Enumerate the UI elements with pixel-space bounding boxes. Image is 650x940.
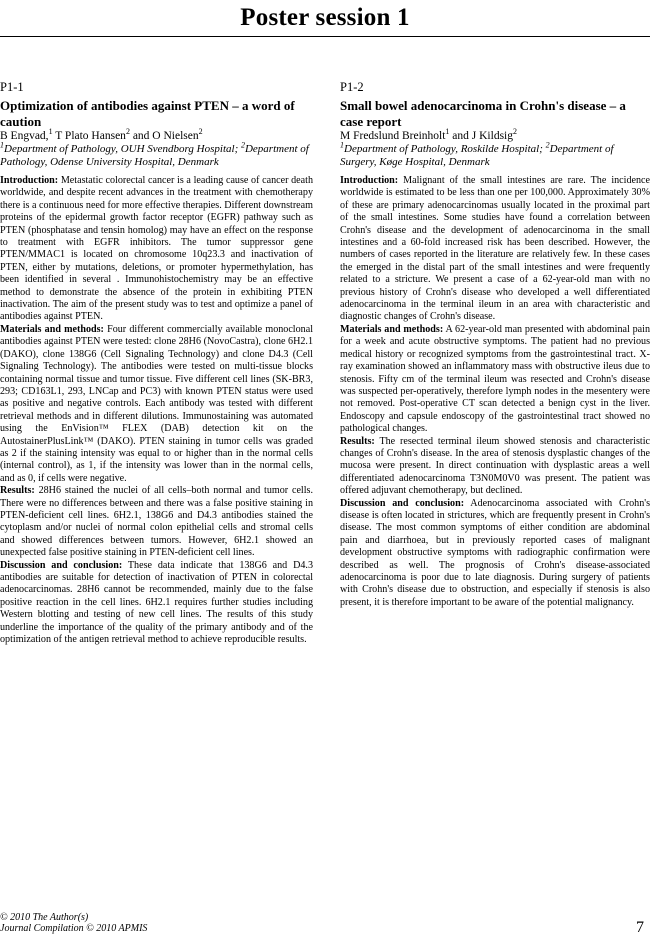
abstract-id: P1-2 bbox=[340, 80, 364, 94]
affiliation-mark: 2 bbox=[545, 140, 550, 150]
author-list bbox=[340, 127, 650, 143]
affiliation-mark: 1 bbox=[340, 140, 344, 150]
discussion-paragraph bbox=[0, 560, 313, 647]
author-affiliation-mark: 2 bbox=[513, 127, 517, 137]
page-header-title: Poster session 1 bbox=[240, 4, 410, 31]
introduction-paragraph bbox=[340, 175, 650, 324]
section-heading: Results: bbox=[340, 435, 375, 447]
affiliation-mark: 2 bbox=[240, 140, 245, 150]
section-body: 28H6 stained the nuclei of all cells–both normal and tumor cells. There were no differences between and there was a false positive staining in PTEN-deficient cell lines. 6H2.1, 138G6 and D4.3 antibodies stained the cytoplasm and/or nuclei of normal colon epithelial cells and stromal cells and showed differences between tumors. However, 6H2.1 showed an unexpected false positive staining in PTEN-deficient cell lines. bbox=[0, 485, 313, 559]
affiliation-text: Department of Pathology, OUH Svendborg Hospital; bbox=[4, 143, 241, 155]
author-affiliation-mark: 1 bbox=[48, 127, 53, 137]
author-name: and J Kildsig bbox=[449, 130, 513, 142]
author-affiliation-mark: 2 bbox=[125, 127, 130, 137]
footer-copyright bbox=[0, 912, 147, 934]
results-paragraph bbox=[340, 436, 650, 498]
affiliations bbox=[0, 140, 313, 169]
header-rule bbox=[0, 36, 650, 37]
affiliation-text: Department of Surgery, Køge Hospital, Denmark bbox=[340, 143, 614, 168]
author-name: B Engvad, bbox=[0, 130, 49, 142]
section-body: Metastatic colorectal cancer is a leading cause of cancer death worldwide, and despite recent advances in the treatment with chemotherapy there is a continuous need for more effective therapies. Different downstream proteins of the epidermal growth factor receptor (EGFR) pathway such as PTEN (phosphatase and tensin homolog) may have an effect on the response to treatment with EGFR inhibitors. The tumor suppressor gene PTEN/MMAC1 is located on chromosome 10q23.3 and inactivation of PTEN, either by mutations, deletions, or promoter hypermethylation, has been identified in several . Immunohistochemistry may be an effective method to demonstrate the absence of the protein in exhibiting PTEN inactivation. The aim of the present study was to test and optimize a panel of antibodies against PTEN. bbox=[0, 175, 313, 323]
section-body: Malignant of the small intestines are rare. The incidence worldwide is estimated to be less than one per 100,000. Approximately 30% of these are primary adenocarcinomas usually located in the proximal part of the small intestines. Some studies have found a correlation between Crohn's disease and the development of adenocarcinoma in the small intestines and a 60-fold increased risk has been described. However, the numbers of cases reported in the literature are relatively few. In these cases the emerged in the distal part of the small intestines and were frequently related to a stricture. We present a case of a 62-year-old man with no previous history of Crohn's disease who developed a well differentiated adenocarcinoma in the terminal ileum in an area with characteristic and diagnostic changes of Crohn's disease. bbox=[340, 175, 650, 323]
section-heading: Introduction: bbox=[340, 175, 399, 186]
author-name: T Plato Hansen bbox=[52, 130, 126, 142]
author-name: and O Nielsen bbox=[129, 130, 199, 142]
author-list bbox=[0, 127, 313, 143]
section-body: The resected terminal ileum showed stenosis and characteristic changes of Crohn's disease. In the area of stenosis dysplastic changes of the mucosa were present. In direct continuation with dysplastic areas a well differentiated adenocarcinoma T3N0M0V0 was present. The patient was offered adjuvant chemotherapy, but declined. bbox=[340, 435, 650, 497]
copyright-line: © 2010 The Author(s) bbox=[0, 912, 89, 923]
discussion-paragraph bbox=[340, 498, 650, 610]
section-heading: Introduction: bbox=[0, 175, 59, 186]
methods-paragraph bbox=[0, 324, 313, 485]
section-heading: Discussion and conclusion: bbox=[340, 497, 465, 509]
abstract-id: P1-1 bbox=[0, 80, 24, 94]
journal-compilation-line: Journal Compilation © 2010 APMIS bbox=[0, 923, 148, 934]
results-paragraph bbox=[0, 485, 313, 559]
affiliations bbox=[340, 140, 650, 169]
section-heading: Results: bbox=[0, 485, 35, 497]
author-affiliation-mark: 1 bbox=[445, 127, 450, 137]
affiliation-text: Department of Pathology, Roskilde Hospital; bbox=[344, 143, 546, 155]
methods-paragraph bbox=[340, 324, 650, 436]
abstract-title: Small bowel adenocarcinoma in Crohn's disease – a case report bbox=[340, 98, 626, 129]
introduction-paragraph bbox=[0, 175, 313, 324]
section-body: These data indicate that 138G6 and D4.3 antibodies are suitable for detection of inactivation of PTEN in colorectal adenocarcinomas. 28H6 cannot be recommended, mainly due to the false positive reaction in the cell lines. 6H2.1 requires further studies including Western blotting and testing of new cell lines. The results of this study underline the importance of the quality of the primary antibody and of the optimization of the antigen retrieval method to achieve reproducible results. bbox=[0, 559, 313, 646]
section-heading: Discussion and conclusion: bbox=[0, 559, 123, 571]
author-affiliation-mark: 2 bbox=[198, 127, 203, 137]
section-heading: Materials and methods: bbox=[340, 323, 444, 335]
section-body: A 62-year-old man presented with abdominal pain for a week and acute obstructive symptoms. The patient had no previous medical history or recognized symptoms from the gastrointestinal tract. X-ray examination showed an inflammatory mass with obstructive ileus due to stenosis. Fifty cm of the terminal ileum was resected and Crohn's disease was suspected per-operatively, therefore lymph nodes in the mesentery were not removed. Post-operative CT scan detected a benign cyst in the liver. Endoscopy and capsule endoscopy of the gastrointestinal tract showed no pathological changes. bbox=[340, 323, 650, 435]
abstract-p1-1 bbox=[0, 80, 313, 646]
abstract-p1-2 bbox=[340, 80, 650, 609]
section-heading: Materials and methods: bbox=[0, 323, 104, 335]
affiliation-text: Department of Pathology, Odense University Hospital, Denmark bbox=[0, 143, 309, 168]
abstract-title: Optimization of antibodies against PTEN – a word of caution bbox=[0, 98, 295, 129]
section-body: Four different commercially available monoclonal antibodies against PTEN were tested: clone 28H6 (NovoCastra), clone 6H2.1 (DAKO), clone 138G6 (Cell Signaling Technology) and clone D4.3 (Cell Signaling Technology). The antibodies were tested on multi-tissue blocks containing normal tissue and tumor tissue. Five different cell lines (SK-BR3, 293; CD163L1, 293, LNCap and PC3) with known PTEN status were used as positive and negative controls. Each antibody was tested with different retrieval methods and in different dilutions. Immunostaining was automated using the EnVision™ FLEX (DAB) detection kit on the AutostainerPlusLink™ (DAKO). PTEN staining in tumor cells was graded as 2 if the staining intensity was equal to or higher than in the normal cells (internal control), as 1, if the intensity was lower than in the normal cells, and as 0, if cells were negative. bbox=[0, 323, 313, 484]
section-body: Adenocarcinoma associated with Crohn's disease is often located in strictures, which are frequently present in Crohn's disease. The most common symptoms of either condition are abdominal pain and diarrhoea, but in previously reported cases of malignant development obstructive symptoms with radiographic confirmation were described as well. The prognosis of Crohn's disease-associated adenocarcinoma is poor due to late diagnosis. During surgery of patients with Crohn's disease due to obstruction, and especially if stenosis is also present, it is therefore important to be aware of the potential malignancy. bbox=[340, 497, 650, 608]
author-name: M Fredslund Breinholt bbox=[340, 130, 446, 142]
page-number: 7 bbox=[636, 919, 644, 936]
affiliation-mark: 1 bbox=[0, 140, 4, 150]
